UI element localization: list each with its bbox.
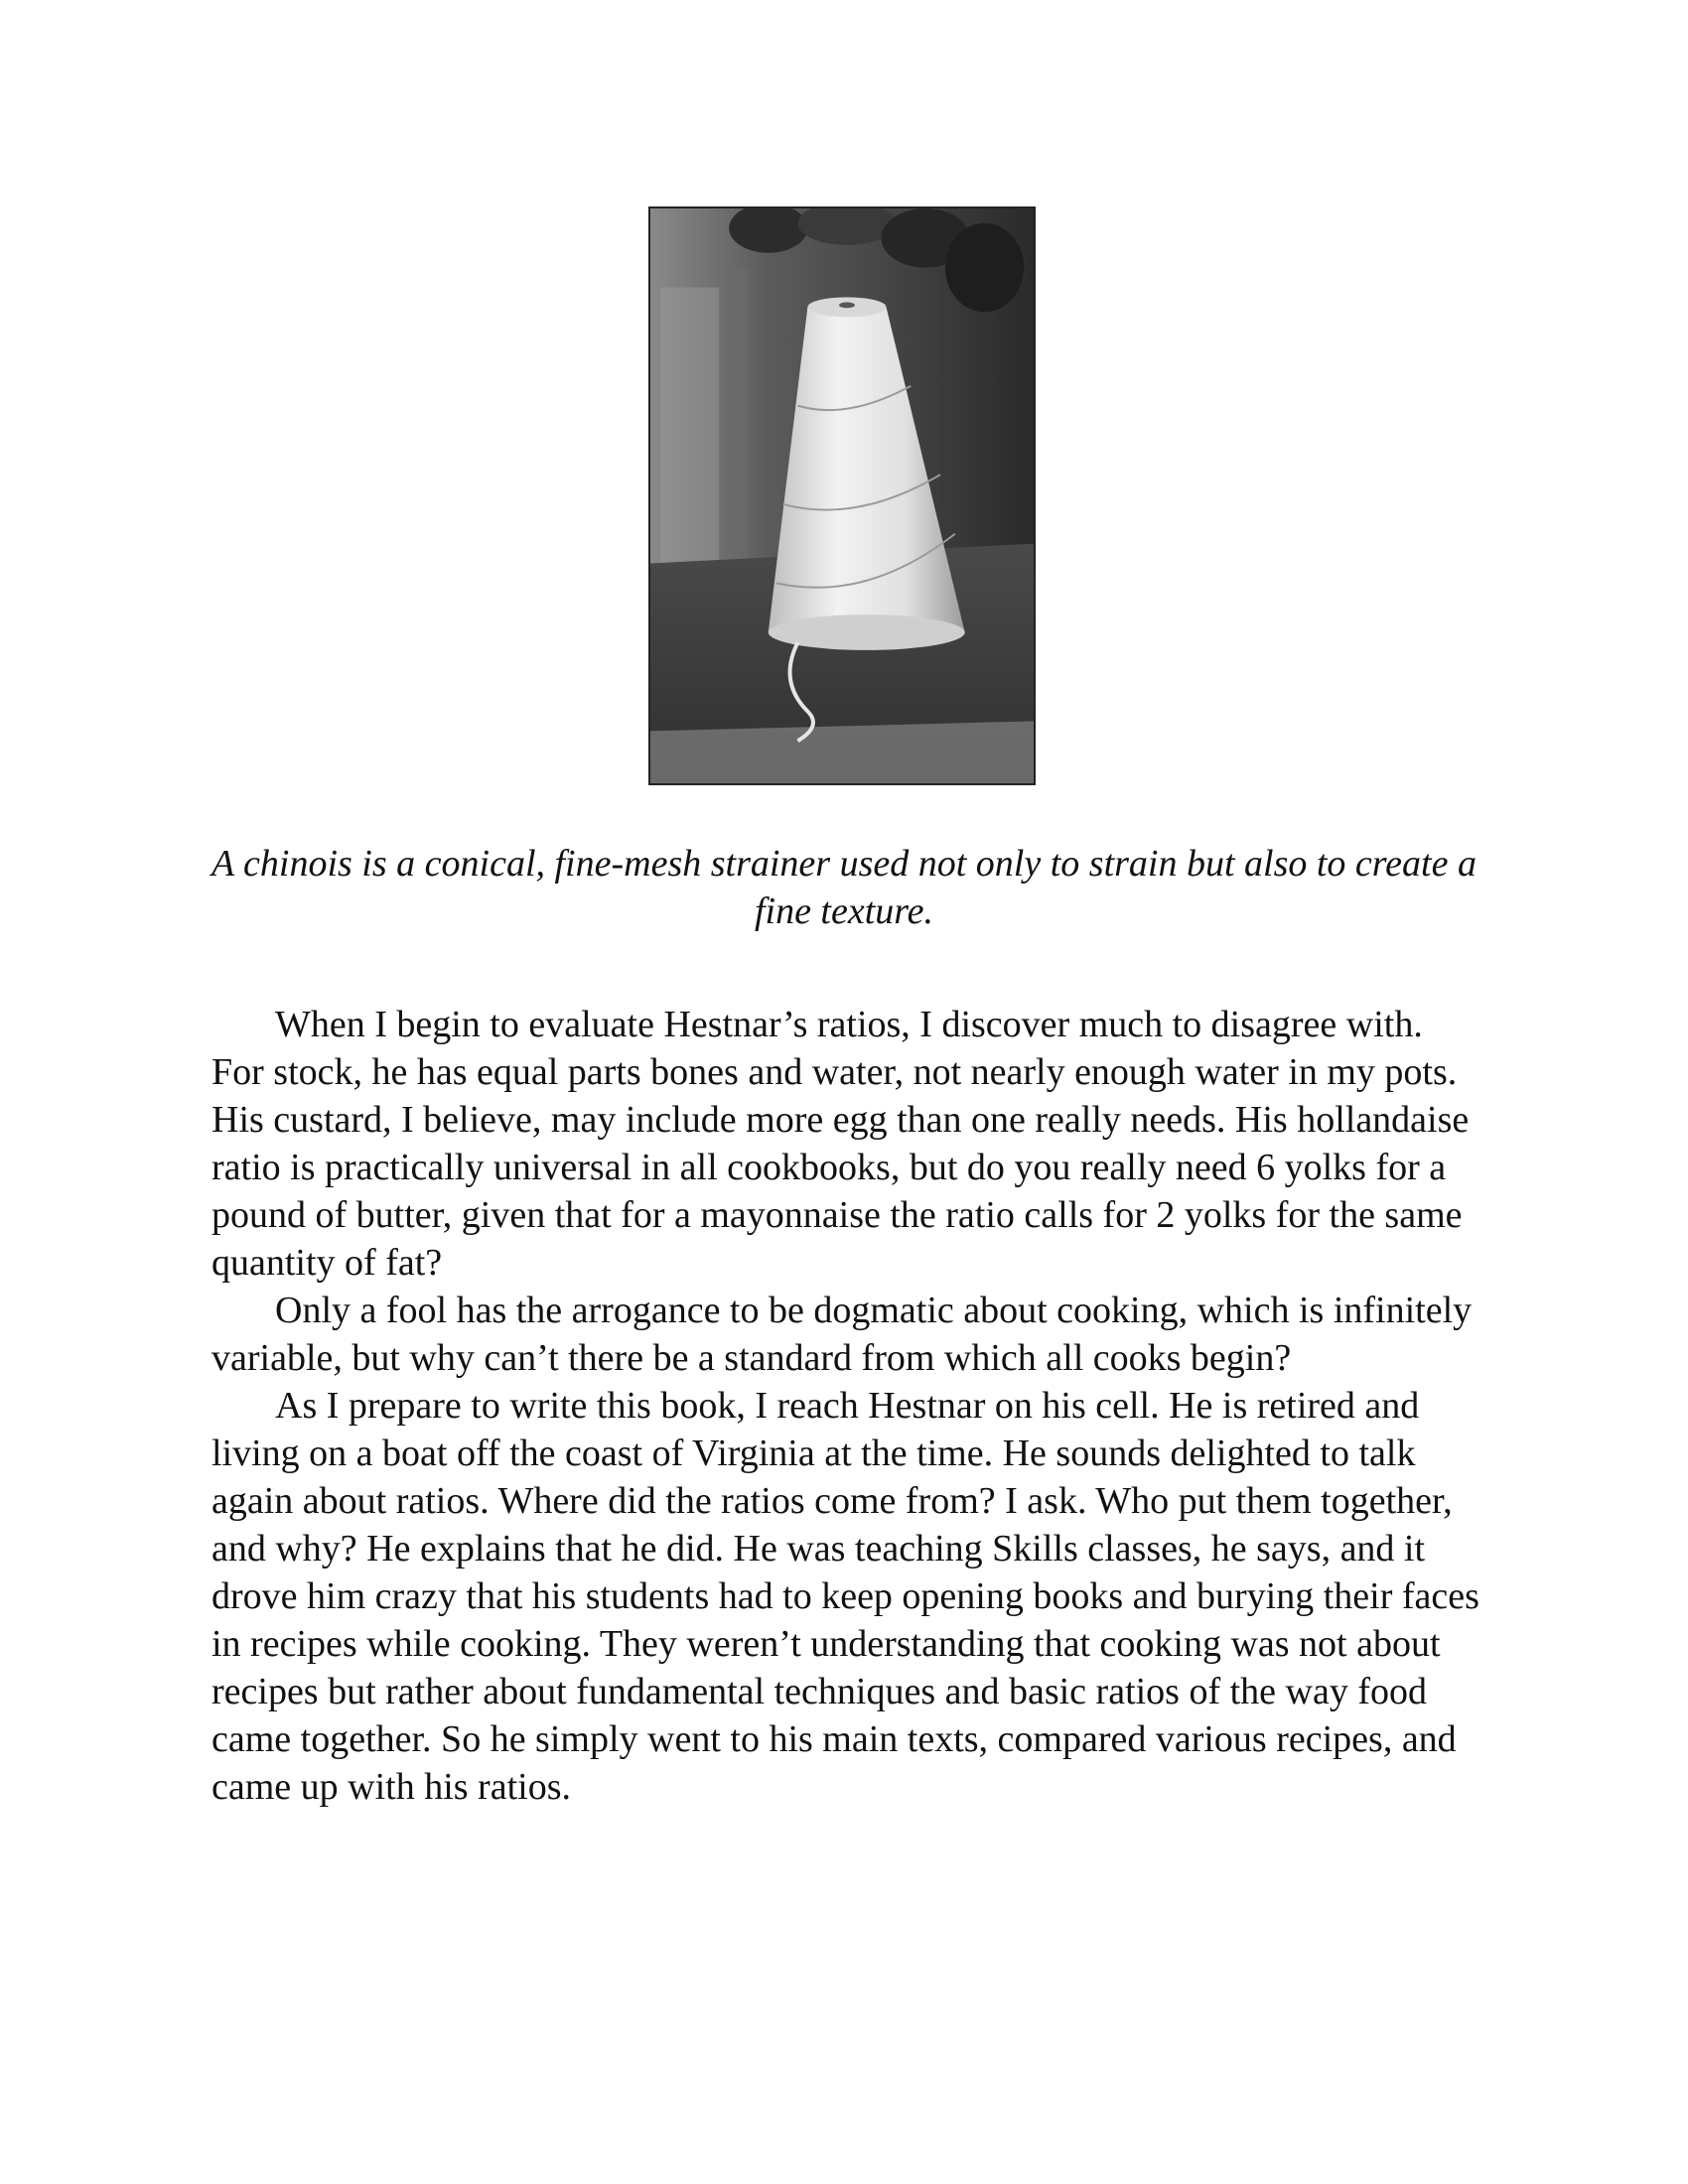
paragraph: As I prepare to write this book, I reach Hestnar on his cell. He is retired and living on a boat off the coast of Virginia at the time. He sounds delighted to talk again about ratios. Where did the ratios come from? I ask. Who put them together, and why? He explains that he did. He was teaching Skills classes, he says, and it drove him crazy that his students had to keep opening books and burying their faces in recipes while cooking. They weren’t understanding that cooking was not about recipes but rather about fundamental techniques and basic ratios of the way food came together. So he simply went to his main texts, compared various recipes, and came up with his ratios. [211,1385,1479,1808]
paragraph: When I begin to evaluate Hestnar’s ratios, I discover much to disagree with. For stock, he has equal parts bones and water, not nearly enough water in my pots. His custard, I believe, may include more egg than one really needs. His hollandaise ratio is practically universal in all cookbooks, but do you really need 6 yolks for a pound of butter, given that for a mayonnaise the ratio calls for 2 yolks for the same quantity of fat? [211,1004,1470,1284]
twine-spool-illustration [650,208,1034,783]
figure-caption: A chinois is a conical, fine-mesh strainer used not only to strain but also to create a fine texture. [211,843,1477,932]
paragraph: Only a fool has the arrogance to be dogmatic about cooking, which is infinitely variable, but why can’t there be a standard from which all cooks begin? [211,1290,1473,1379]
body-text [211,1001,1482,1811]
twine-spool-photo [648,206,1036,785]
